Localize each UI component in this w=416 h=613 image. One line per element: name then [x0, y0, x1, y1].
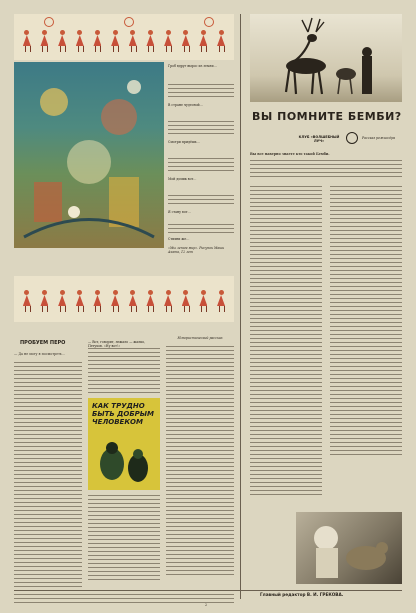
- right-col-1-lines: [250, 186, 322, 498]
- column-divider: [240, 14, 241, 599]
- dancing-figure: [182, 30, 190, 52]
- dancing-figure: [58, 290, 66, 312]
- dancing-figure: [129, 30, 137, 52]
- right-header-title: ВЫ ПОМНИТЕ БЕМБИ?: [252, 110, 402, 123]
- sun-flower: [124, 17, 134, 27]
- child-painting: [14, 62, 164, 248]
- intro-text: Вы все наверно знаете кто такой Бемби.: [250, 152, 330, 156]
- dancing-figure: [23, 30, 31, 52]
- cover-figures-svg: [88, 398, 160, 490]
- poem-stanza: Мой домик вот…: [168, 177, 197, 182]
- girl-fawn-svg: [296, 512, 402, 584]
- footer-rule: [14, 590, 402, 591]
- left-story-text-lines: [14, 362, 82, 598]
- dancing-figure: [23, 290, 31, 312]
- book-cover-title: КАК ТРУДНО БЫТЬ ДОБРЫМ ЧЕЛОВЕКОМ: [92, 402, 155, 426]
- painting-caption: «Мы лепим мир». Рисунок Маши Ахата, 12 лет: [168, 246, 225, 255]
- middle-story-rubric: Юмористический рассказ: [177, 336, 223, 340]
- painting-svg: [14, 62, 164, 248]
- film-reel-icon: [346, 132, 358, 144]
- poem-column: [168, 64, 234, 244]
- dancing-figure: [129, 290, 137, 312]
- dancing-figure: [164, 30, 172, 52]
- dancing-figure: [76, 290, 84, 312]
- dancing-figure: [111, 30, 119, 52]
- poem-stanza: Смотри придёшь…: [168, 140, 200, 145]
- dancing-figure: [93, 30, 101, 52]
- poem-stanza: Гроб вдруг вырос из земли…: [168, 64, 217, 68]
- girl-fawn-photo: [296, 512, 402, 584]
- dancing-figure: [40, 290, 48, 312]
- right-rubric: Рассказ режиссёра: [362, 136, 396, 140]
- left-story-lead: — Да не могу я посмотреть…: [14, 352, 66, 356]
- sun-flower: [44, 17, 54, 27]
- right-col-2-lines: [330, 186, 402, 458]
- top-folk-border: [14, 14, 234, 60]
- dancing-figure: [199, 290, 207, 312]
- poem-stanza: В стране чудесной…: [168, 103, 203, 108]
- club-label: КЛУБ «ВОЛШЕБНЫЙ ЛУЧ»: [298, 135, 340, 144]
- left-story-heading: ПРОБУЕМ ПЕРО: [20, 340, 66, 346]
- figure-row-bottom: [18, 288, 230, 312]
- figure-row-top: [18, 28, 230, 52]
- page-number: 2: [205, 603, 208, 607]
- middle-left-text-lines: [88, 340, 160, 396]
- dancing-figure: [182, 290, 190, 312]
- dancing-figure: [111, 290, 119, 312]
- middle-folk-border: [14, 276, 234, 322]
- dancing-figure: [93, 290, 101, 312]
- poem-stanza: Я стану вот…: [168, 210, 191, 215]
- humor-text-lines: [166, 346, 234, 578]
- dancing-figure: [217, 290, 225, 312]
- sun-flower: [204, 17, 214, 27]
- poem-stanza: Стихни же…: [168, 237, 190, 242]
- footer-imprint-lines: [14, 594, 234, 606]
- dancing-figure: [146, 290, 154, 312]
- book-cover: [88, 398, 160, 490]
- dancing-figure: [146, 30, 154, 52]
- intro-text-lines: [250, 160, 402, 180]
- deer-photo: [250, 14, 402, 102]
- middle-story-lead: — Вот, говорит, лежало — жалко, Петухов. «Ну вот!»: [88, 340, 160, 348]
- dancing-figure: [217, 30, 225, 52]
- dancing-figure: [76, 30, 84, 52]
- deer-svg: [250, 14, 402, 102]
- dancing-figure: [40, 30, 48, 52]
- footer-editor: Главный редактор В. И. ГРЕКОВА.: [260, 592, 344, 597]
- middle-left-text-lines-lower: [88, 495, 160, 583]
- dancing-figure: [199, 30, 207, 52]
- dancing-figure: [58, 30, 66, 52]
- dancing-figure: [164, 290, 172, 312]
